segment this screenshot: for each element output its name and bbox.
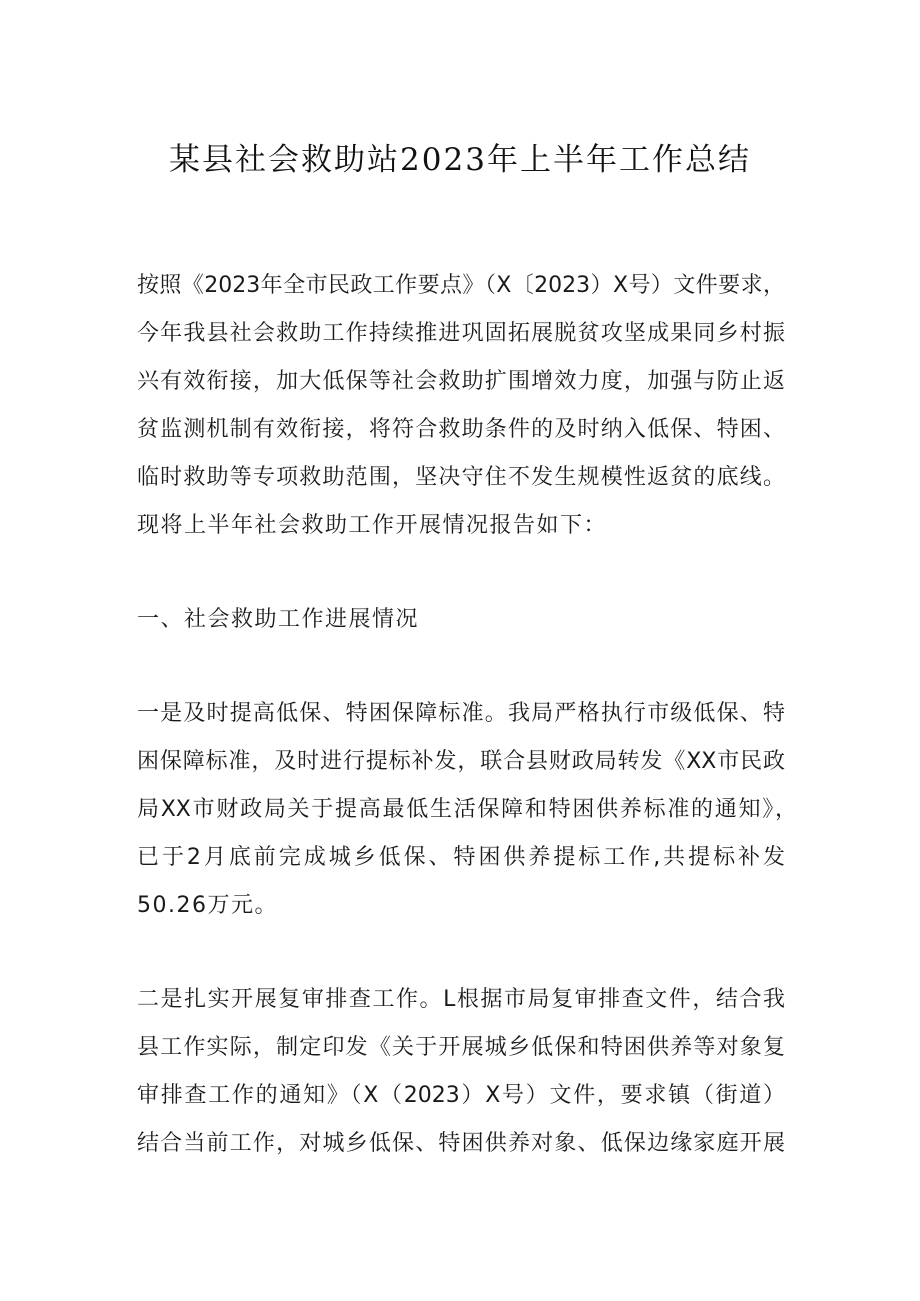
document-title: 某县社会救助站2023年上半年工作总结 [169,142,751,178]
text-line: 已于2月底前完成城乡低保、特困供养提标工作,共提标补发 [137,845,785,870]
text-line: 50.26万元。 [137,893,278,918]
text-line: 现将上半年社会救助工作开展情况报告如下： [137,513,608,538]
text-line: 困保障标准，及时进行提标补发，联合县财政局转发《XX市民政 [137,749,785,774]
text-line: 今年我县社会救助工作持续推进巩固拓展脱贫攻坚成果同乡村振 [137,321,785,346]
text-line: 二是扎实开展复审排查工作。L根据市局复审排查文件，结合我 [137,987,785,1012]
text-line: 结合当前工作，对城乡低保、特困供养对象、低保边缘家庭开展 [137,1131,785,1156]
text-line: 按照《2023年全市民政工作要点》（X〔2023）X号）文件要求， [137,273,785,298]
heading-text: 一、社会救助工作进展情况 [137,607,420,632]
text-line: 兴有效衔接，加大低保等社会救助扩围增效力度，加强与防止返 [137,369,785,394]
text-line: 贫监测机制有效衔接，将符合救助条件的及时纳入低保、特困、 [137,417,785,442]
text-line: 县工作实际，制定印发《关于开展城乡低保和特困供养等对象复 [137,1035,785,1060]
text-line: 审排查工作的通知》（X（2023）X号）文件，要求镇（街道） [137,1083,785,1108]
text-line: 局XX市财政局关于提高最低生活保障和特困供养标准的通知》， [137,797,797,822]
text-line: 临时救助等专项救助范围，坚决守住不发生规模性返贫的底线。 [137,465,785,490]
text-line: 一是及时提高低保、特困保障标准。我局严格执行市级低保、特 [137,701,785,726]
